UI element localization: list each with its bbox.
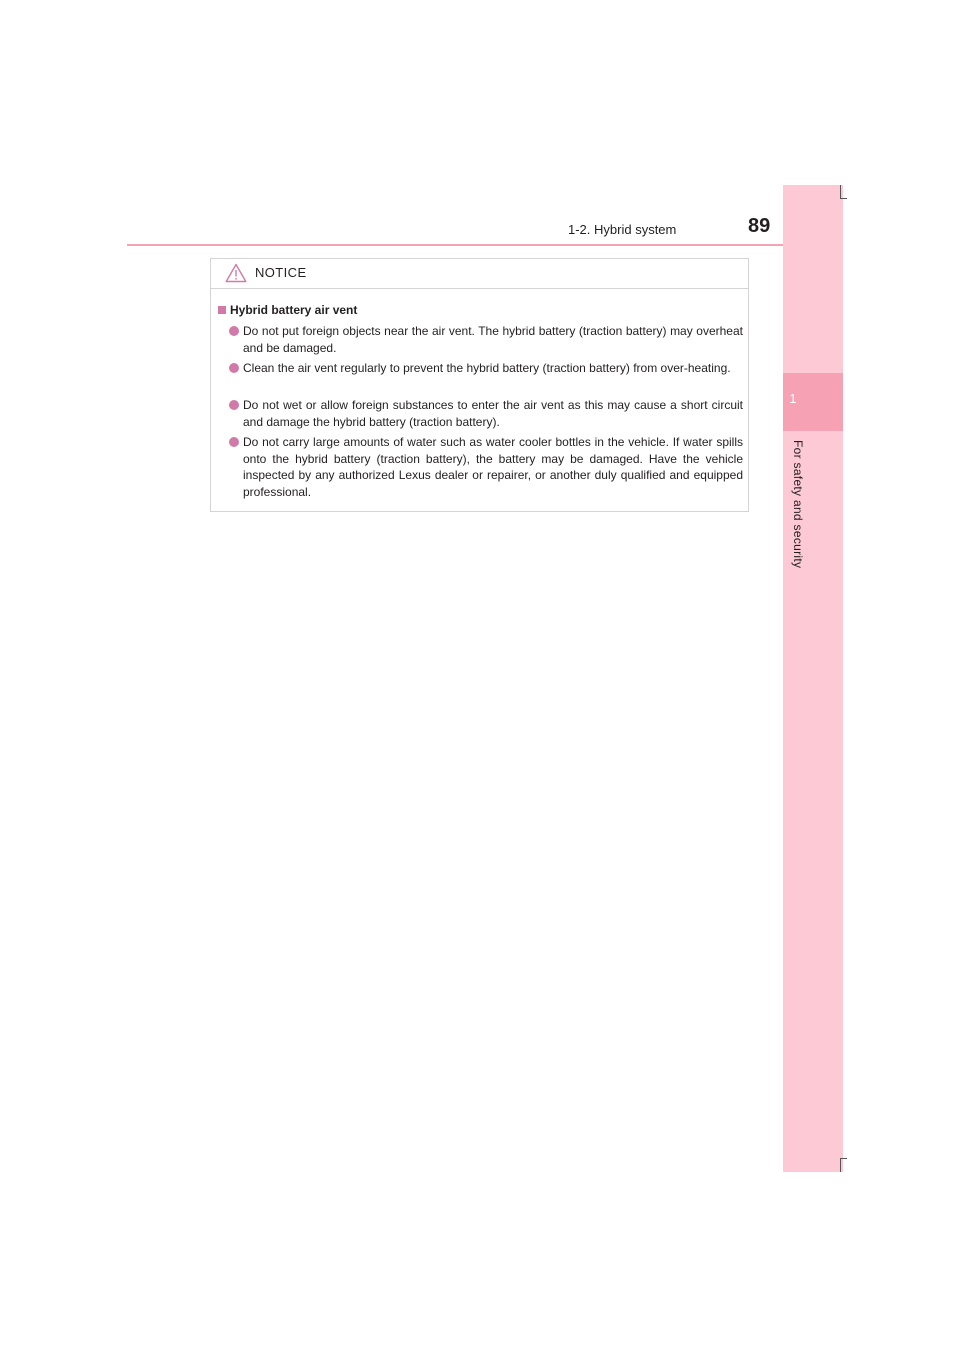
header-rule [127,244,843,246]
notice-title: NOTICE [255,265,307,280]
circle-bullet-icon [229,437,239,447]
square-bullet-icon [218,306,226,314]
list-item-text: Do not carry large amounts of water such as water cooler bottles in the vehicle. If water spills onto the hybrid battery (traction battery), the battery may be damaged. Have the vehicle inspected by any authorized Lexus dealer or repairer, or another duly qualified and equipped professional. [243,435,743,499]
notice-heading [218,303,357,317]
list-item [229,434,743,500]
chapter-number: 1 [789,391,797,406]
chapter-side-tab [783,185,843,1172]
crop-mark-bottom-horizontal [840,1158,847,1159]
circle-bullet-icon [229,363,239,373]
notice-header [211,259,748,289]
notice-box [210,258,749,512]
page-number: 89 [748,215,771,237]
list-item [229,323,743,356]
chapter-title: For safety and security [791,440,805,569]
notice-heading-text: Hybrid battery air vent [230,303,358,317]
list-item [229,397,743,430]
circle-bullet-icon [229,326,239,336]
list-item-text: Do not wet or allow foreign substances to enter the air vent as this may cause a short circuit and damage the hybrid battery (traction battery). [243,398,743,429]
circle-bullet-icon [229,400,239,410]
list-item [229,360,743,377]
section-title: 1-2. Hybrid system [568,222,677,237]
crop-mark-top [840,185,841,199]
warning-triangle-icon [225,263,247,283]
list-item-text: Clean the air vent regularly to prevent the hybrid battery (traction battery) from over-heating. [243,361,731,375]
crop-mark-top-horizontal [840,198,847,199]
crop-mark-bottom [840,1158,841,1172]
list-item-text: Do not put foreign objects near the air vent. The hybrid battery (traction battery) may overheat and be damaged. [243,324,743,355]
